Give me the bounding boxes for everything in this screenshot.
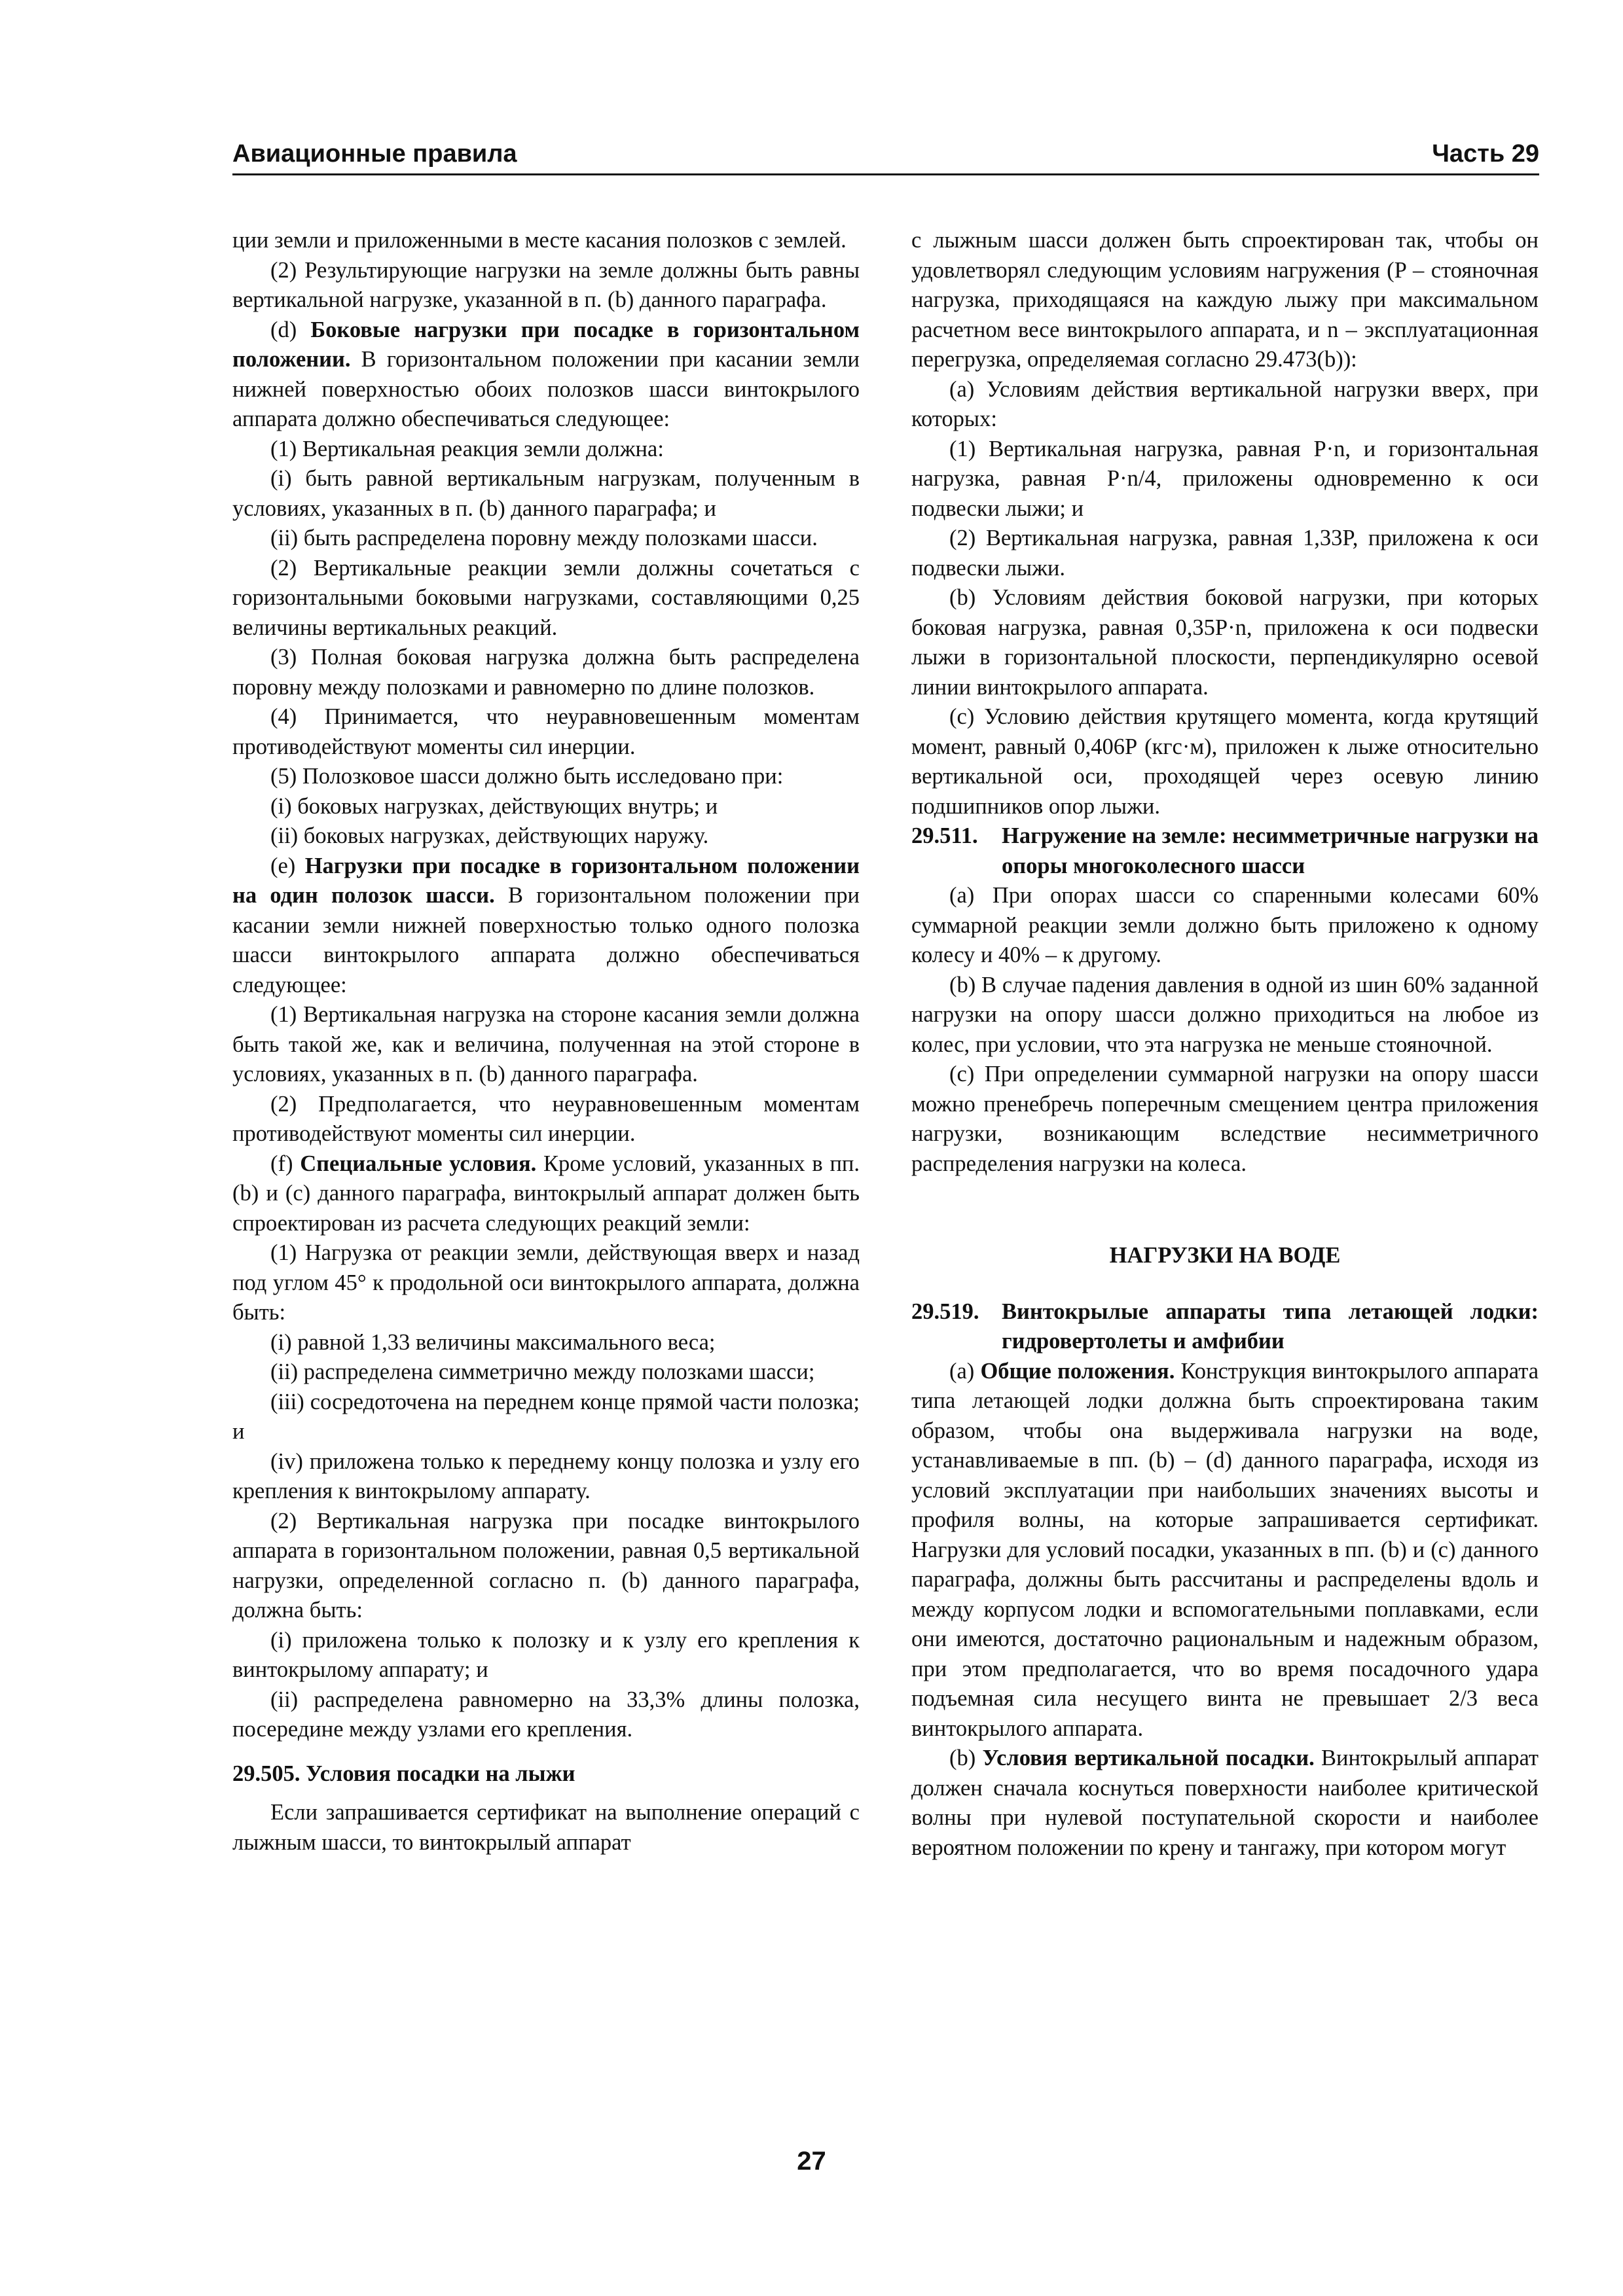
paragraph-text: (2) Результирующие нагрузки на земле должны быть равны вертикальной нагрузке, указанной в п. (b) данного параграфа.	[232, 257, 860, 312]
paragraph	[232, 643, 860, 702]
paragraph	[232, 1149, 860, 1239]
paragraph-text: (c) При определении суммарной нагрузки на опору шасси можно пренебречь поперечным смещением центра приложения нагрузки, возникающим вследствие несимметричного распределения нагрузки на колеса.	[911, 1062, 1539, 1176]
section-heading	[911, 821, 1539, 881]
section-heading	[911, 1297, 1539, 1357]
paragraph-text: (a) При опорах шасси со спаренными колесами 60% суммарной реакции земли должно быть приложено к одному колесу и 40% – к другому.	[911, 883, 1539, 967]
paragraph	[232, 1388, 860, 1447]
paragraph	[911, 583, 1539, 702]
paragraph-text: (b) В случае падения давления в одной из шин 60% заданной нагрузки на опору шасси должно приходиться на любое из колес, при условии, что эта нагрузка не меньше стояночной.	[911, 972, 1539, 1057]
paragraph	[232, 464, 860, 524]
paragraph	[232, 554, 860, 643]
header-title: Авиационные правила	[232, 140, 517, 168]
paragraph	[232, 852, 860, 1001]
paragraph-text: (b) Условиям действия боковой нагрузки, при которых боковая нагрузка, равная 0,35P·n, приложена к оси подвески лыжи в горизонтальной плоскости, перпендикулярно осевой линии винтокрылого аппарата.	[911, 585, 1539, 700]
paragraph	[911, 435, 1539, 524]
paragraph	[232, 524, 860, 554]
section-title: Винтокрылые аппараты типа летающей лодки: гидровертолеты и амфибии	[1002, 1299, 1539, 1354]
paragraph-text: (c) Условию действия крутящего момента, когда крутящий момент, равный 0,406P (кгс·м), приложен к лыже относительно вертикальной оси, проходящей через осевую линию подшипников опор лыжи.	[911, 704, 1539, 819]
paragraph	[232, 1685, 860, 1745]
paragraph-bold-title: Нагрузки при посадке в горизонтальном положении на один полозок шасси.	[232, 853, 860, 908]
paragraph-text: (ii) распределена симметрично между полозками шасси;	[270, 1359, 815, 1384]
paragraph-text: В горизонтальном положении при касании земли нижней поверхностью только одного полозка шасси винтокрылого аппарата должно обеспечиваться следующее:	[232, 883, 860, 997]
paragraph-text: (2) Вертикальная нагрузка, равная 1,33P, приложена к оси подвески лыжи.	[911, 526, 1539, 581]
paragraph-bold-title: Специальные условия.	[300, 1151, 537, 1176]
paragraph	[232, 435, 860, 465]
paragraph-text: (iv) приложена только к переднему концу полозка и узлу его крепления к винтокрылому аппарату.	[232, 1448, 860, 1503]
paragraph-text: (ii) распределена равномерно на 33,3% длины полозка, посередине между узлами его крепления.	[232, 1687, 860, 1742]
paragraph-text: (5) Полозковое шасси должно быть исследовано при:	[270, 764, 784, 789]
paragraph-bold-title: Боковые нагрузки при посадке в горизонтальном положении.	[232, 317, 860, 372]
section-title: Нагружение на земле: несимметричные нагрузки на опоры многоколесного шасси	[1002, 823, 1539, 878]
paragraph-text: (ii) боковых нагрузках, действующих наружу.	[270, 823, 709, 848]
right-column	[911, 226, 1539, 1863]
paragraph-marker: (d)	[270, 317, 311, 342]
page-number: 27	[797, 2147, 826, 2176]
paragraph	[232, 1798, 860, 1857]
paragraph	[232, 1507, 860, 1626]
paragraph-marker: (e)	[270, 853, 305, 878]
paragraph-bold-title: Условия вертикальной посадки.	[982, 1746, 1315, 1770]
running-header	[232, 134, 1539, 175]
paragraph-text: (1) Вертикальная нагрузка на стороне касания земли должна быть такой же, как и величина, полученная на этой стороне в условиях, указанных в п. (b) данного параграфа.	[232, 1002, 860, 1086]
paragraph	[232, 1090, 860, 1149]
paragraph	[911, 1744, 1539, 1863]
paragraph	[232, 1447, 860, 1507]
paragraph	[911, 375, 1539, 435]
paragraph-text: (ii) быть распределена поровну между полозками шасси.	[270, 526, 818, 550]
paragraph-text: (i) приложена только к полозку и к узлу его крепления к винтокрылому аппарату; и	[232, 1627, 860, 1682]
paragraph-text: (4) Принимается, что неуравновешенным моментам противодействуют моменты сил инерции.	[232, 704, 860, 759]
paragraph-marker: (f)	[270, 1151, 301, 1176]
section-heading: 29.505. Условия посадки на лыжи	[232, 1761, 575, 1786]
paragraph-text: (1) Нагрузка от реакции земли, действующая вверх и назад под углом 45° к продольной оси винтокрылого аппарата, должна быть:	[232, 1240, 860, 1325]
paragraph-marker: (b)	[949, 1746, 983, 1770]
paragraph	[232, 1000, 860, 1090]
paragraph-text: (i) быть равной вертикальным нагрузкам, полученным в условиях, указанных в п. (b) данного параграфа; и	[232, 466, 860, 521]
paragraph	[911, 702, 1539, 821]
paragraph-bold-title: Общие положения.	[980, 1358, 1175, 1384]
paragraph	[232, 256, 860, 315]
paragraph-text: (1) Вертикальная реакция земли должна:	[270, 436, 664, 461]
left-column	[232, 226, 860, 1857]
paragraph	[232, 762, 860, 792]
paragraph-text: (2) Вертикальные реакции земли должны сочетаться с горизонтальными боковыми нагрузками, составляющими 0,25 величины вертикальных реакций.	[232, 555, 860, 640]
paragraph-text: (i) боковых нагрузках, действующих внутрь; и	[270, 793, 718, 819]
paragraph	[232, 792, 860, 822]
paragraph	[232, 702, 860, 762]
paragraph	[911, 1357, 1539, 1744]
section-number: 29.511.	[911, 823, 978, 848]
paragraph	[232, 821, 860, 852]
paragraph-text: (i) равной 1,33 величины максимального веса;	[270, 1329, 716, 1355]
paragraph	[911, 1060, 1539, 1179]
paragraph-continuation: ции земли и приложенными в месте касания полозков с землей.	[232, 228, 847, 253]
header-part: Часть 29	[1432, 140, 1539, 168]
paragraph	[232, 1626, 860, 1685]
paragraph	[911, 524, 1539, 583]
paragraph-text: Конструкция винтокрылого аппарата типа летающей лодки должна быть спроектирована таким образом, чтобы она выдерживала нагрузки на воде, устанавливаемые в пп. (b) – (d) данного параграфа, исходя из условий эксплуатации при наибольших значениях высоты и профиля волны, на которые запрашивается сертификат. Нагрузки для условий посадки, указанных в пп. (b) и (c) данного параграфа, должны быть рассчитаны и распределены вдоль и между корпусом лодки и вспомогательными поплавками, если они имеются, достаточно рациональным и надежным образом, при этом предполагается, что во время посадочного удара подъемная сила несущего винта не превышает 2/3 веса винтокрылого аппарата.	[911, 1358, 1539, 1741]
chapter-heading: НАГРУЗКИ НА ВОДЕ	[1109, 1243, 1341, 1268]
paragraph-text: Если запрашивается сертификат на выполнение операций с лыжным шасси, то винтокрылый аппарат	[232, 1800, 860, 1855]
paragraph-marker: (a)	[949, 1358, 981, 1384]
paragraph-text: (1) Вертикальная нагрузка, равная P·n, и горизонтальная нагрузка, равная P·n/4, приложены одновременно к оси подвески лыжи; и	[911, 436, 1539, 521]
section-number: 29.519.	[911, 1299, 979, 1324]
paragraph	[911, 971, 1539, 1060]
paragraph	[911, 881, 1539, 971]
paragraph	[232, 1328, 860, 1358]
paragraph-text: (2) Вертикальная нагрузка при посадке винтокрылого аппарата в горизонтальном положении, равная 0,5 вертикальной нагрузки, определенной согласно п. (b) данного параграфа, должна быть:	[232, 1508, 860, 1623]
paragraph-text: Винтокрылый аппарат должен сначала коснуться поверхности наиболее критической волны при нулевой поступательной скорости и наиболее вероятном положении по крену и тангажу, при котором могут	[911, 1746, 1539, 1860]
paragraph	[232, 1357, 860, 1388]
paragraph-continuation: с лыжным шасси должен быть спроектирован так, чтобы он удовлетворял следующим условиям нагружения (P – стояночная нагрузка, приходящаяся на каждую лыжу при максимальном расчетном весе винтокрылого аппарата, и n – эксплуатационная перегрузка, определяемая согласно 29.473(b)):	[911, 228, 1539, 372]
paragraph-text: (a) Условиям действия вертикальной нагрузки вверх, при которых:	[911, 376, 1539, 431]
paragraph-text: (iii) сосредоточена на переднем конце прямой части полозка; и	[232, 1389, 860, 1444]
paragraph-text: (3) Полная боковая нагрузка должна быть распределена поровну между полозками и равномерно по длине полозков.	[232, 645, 860, 700]
paragraph	[232, 315, 860, 435]
paragraph-text: (2) Предполагается, что неуравновешенным моментам противодействуют моменты сил инерции.	[232, 1091, 860, 1146]
paragraph	[232, 1238, 860, 1328]
paragraph-text: В горизонтальном положении при касании земли нижней поверхностью обоих полозков шасси винтокрылого аппарата должно обеспечиваться следующее:	[232, 347, 860, 431]
paragraph-text: Кроме условий, указанных в пп. (b) и (c) данного параграфа, винтокрылый аппарат должен быть спроектирован из расчета следующих реакций земли:	[232, 1151, 860, 1236]
